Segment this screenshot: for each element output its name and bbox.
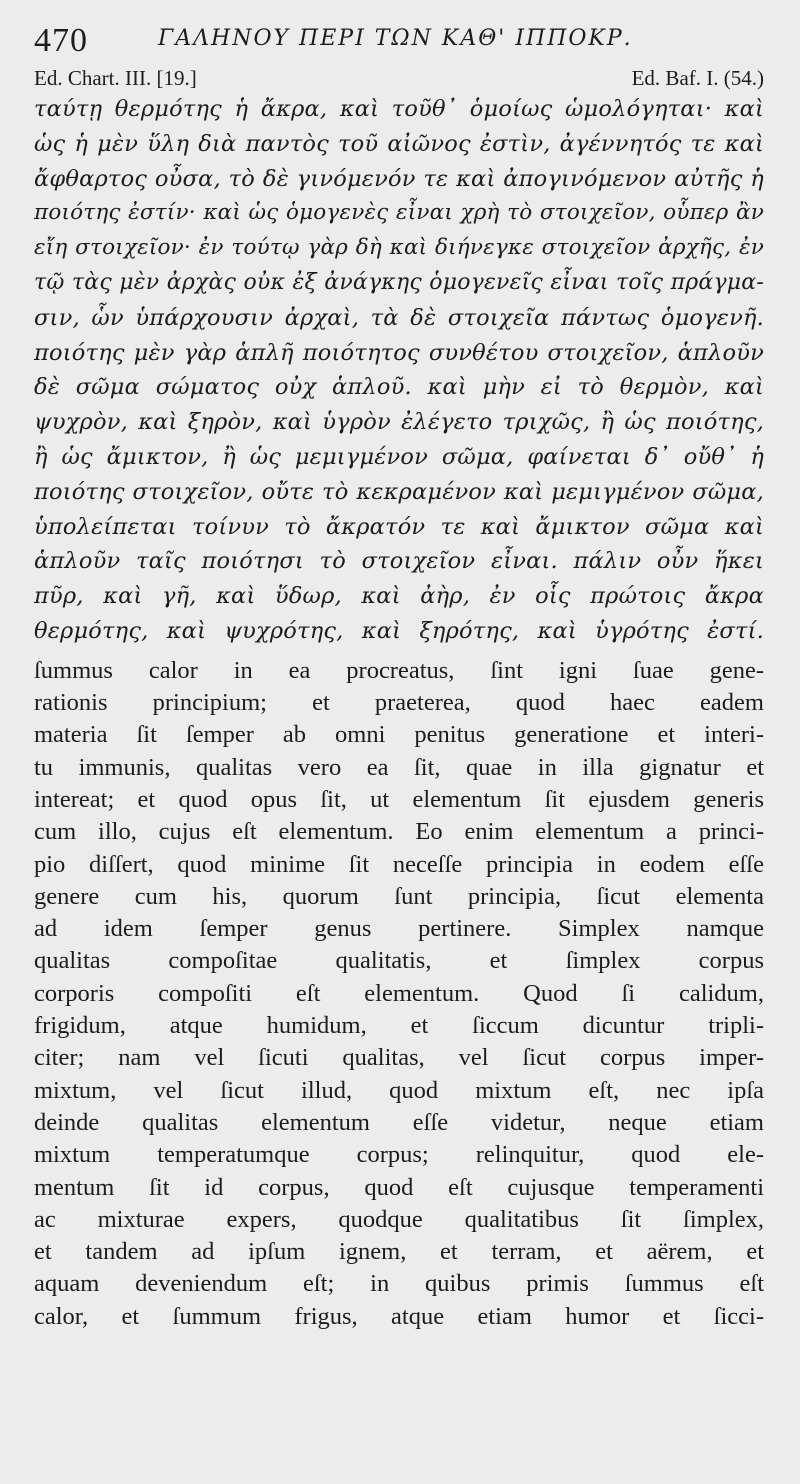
greek-text-line: ὡς ἡ μὲν ὕλη διὰ παντὸς τοῦ αἰῶνος ἐστὶν, ἀγέννητός τε καὶ: [34, 130, 764, 157]
latin-text-line: aquam deveniendum eſt; in quibus primis ſummus eſt: [34, 1270, 764, 1298]
greek-text-line: ψυχρὸν, καὶ ξηρὸν, καὶ ὑγρὸν ἐλέγετο τριχῶς, ἢ ὡς ποιότης,: [34, 409, 764, 436]
greek-text-line: ὑπολείπεται τοίνυν τὸ ἄκρατόν τε καὶ ἄμικτον σῶμα καὶ: [34, 513, 764, 540]
latin-text-line: materia ſit ſemper ab omni penitus generatione et interi-: [34, 721, 764, 749]
greek-text-line: ἄφθαρτος οὖσα, τὸ δὲ γινόμενόν τε καὶ ἀπογινόμενον αὐτῆς ἡ: [34, 165, 764, 192]
greek-text-line: ποιότης μὲν γὰρ ἁπλῆ ποιότητος συνθέτου στοιχεῖον, ἁπλοῦν: [34, 339, 764, 366]
latin-text-line: corporis compoſiti eſt elementum. Quod ſi calidum,: [34, 979, 764, 1007]
latin-text-line: pio diſſert, quod minime ſit neceſſe principia in eodem eſſe: [34, 850, 764, 878]
greek-text-line: σιν, ὧν ὑπάρχουσιν ἀρχαὶ, τὰ δὲ στοιχεῖα πάντως ὁμογενῆ.: [34, 304, 764, 331]
page-header: [34, 20, 764, 64]
edition-right: Ed. Baf. I. (54.): [631, 66, 764, 90]
latin-text-line: frigidum, atque humidum, et ſiccum dicuntur tripli-: [34, 1012, 764, 1040]
edition-left: Ed. Chart. III. [19.]: [34, 66, 197, 90]
latin-text-line: cum illo, cujus eſt elementum. Eo enim elementum a princi-: [34, 818, 764, 846]
greek-text-line: πῦρ, καὶ γῆ, καὶ ὕδωρ, καὶ ἀὴρ, ἐν οἷς πρώτοις ἄκρα: [34, 583, 764, 610]
latin-text-line: intereat; et quod opus ſit, ut elementum ſit ejusdem generis: [34, 785, 764, 813]
greek-text-line: θερμότης, καὶ ψυχρότης, καὶ ξηρότης, καὶ ὑγρότης ἐστί.: [34, 617, 764, 644]
latin-text-line: mentum ſit id corpus, quod eſt cujusque temperamenti: [34, 1173, 764, 1201]
greek-text-line: ταύτῃ θερμότης ἡ ἄκρα, καὶ τοῦθ᾽ ὁμοίως ὡμολόγηται· καὶ: [34, 96, 764, 122]
latin-text-line: calor, et ſummum frigus, atque etiam humor et ſicci-: [34, 1302, 764, 1330]
latin-text-line: rationis principium; et praeterea, quod haec eadem: [34, 689, 764, 717]
latin-text-line: tu immunis, qualitas vero ea ſit, quae in illa gignatur et: [34, 753, 764, 781]
latin-text-line: genere cum his, quorum ſunt principia, ſicut elementa: [34, 882, 764, 910]
latin-text-line: ad idem ſemper genus pertinere. Simplex namque: [34, 915, 764, 943]
greek-text-block: [34, 92, 764, 649]
latin-text-line: qualitas compoſitae qualitatis, et ſimplex corpus: [34, 947, 764, 975]
latin-text-line: deinde qualitas elementum eſſe videtur, neque etiam: [34, 1108, 764, 1136]
latin-text-block: [34, 655, 764, 1333]
greek-text-line: ποιότης ἐστίν· καὶ ὡς ὁμογενὲς εἶναι χρὴ τὸ στοιχεῖον, οὗπερ ἂν: [34, 200, 764, 226]
latin-text-line: citer; nam vel ſicuti qualitas, vel ſicut corpus imper-: [34, 1044, 764, 1072]
running-title: ΓΑΛΗΝΟΥ ΠΕΡΙ ΤΩΝ ΚΑΘ' ΙΠΠΟΚΡ.: [158, 26, 633, 51]
latin-text-line: mixtum temperatumque corpus; relinquitur, quod ele-: [34, 1141, 764, 1169]
greek-text-line: τῷ τὰς μὲν ἀρχὰς οὐκ ἐξ ἀνάγκης ὁμογενεῖς εἶναι τοῖς πράγμα-: [34, 269, 764, 295]
greek-text-line: ἁπλοῦν ταῖς ποιότησι τὸ στοιχεῖον εἶναι. πάλιν οὖν ἥκει: [34, 548, 764, 575]
latin-text-line: ſummus calor in ea procreatus, ſint igni ſuae gene-: [34, 656, 764, 684]
greek-text-line: εἴη στοιχεῖον· ἐν τούτῳ γὰρ δὴ καὶ διήνεγκε στοιχεῖον ἀρχῆς, ἐν: [34, 235, 764, 261]
greek-text-line: δὲ σῶμα σώματος οὐχ ἁπλοῦ. καὶ μὴν εἰ τὸ θερμὸν, καὶ: [34, 374, 764, 401]
latin-text-line: mixtum, vel ſicut illud, quod mixtum eſt, nec ipſa: [34, 1076, 764, 1104]
page-number: 470: [34, 22, 88, 59]
latin-text-line: ac mixturae expers, quodque qualitatibus ſit ſimplex,: [34, 1205, 764, 1233]
greek-text-line: ποιότης στοιχεῖον, οὔτε τὸ κεκραμένον καὶ μεμιγμένον σῶμα,: [34, 478, 764, 505]
edition-reference-line: [34, 64, 764, 92]
latin-text-line: et tandem ad ipſum ignem, et terram, et aërem, et: [34, 1238, 764, 1266]
greek-text-line: ἢ ὡς ἄμικτον, ἢ ὡς μεμιγμένον σῶμα, φαίνεται δ᾽ οὔθ᾽ ἡ: [34, 443, 764, 470]
